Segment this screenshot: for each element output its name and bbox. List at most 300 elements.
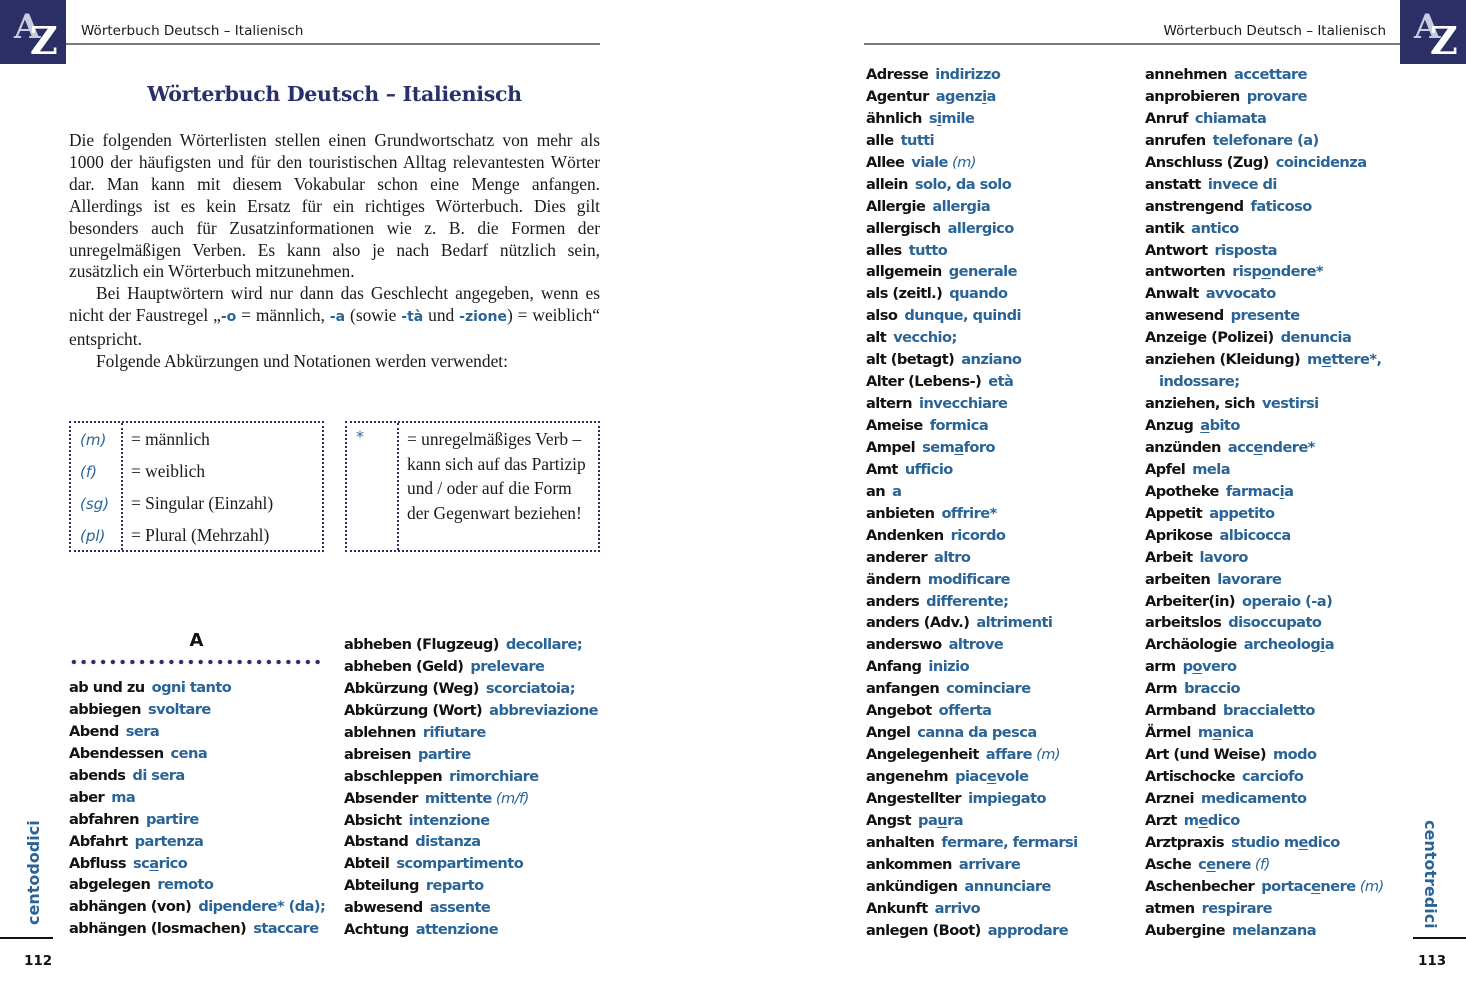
translation-text: approdare: [987, 921, 1069, 939]
translation-text: denuncia: [1280, 329, 1352, 347]
italian-translation: [951, 527, 1006, 544]
stress-mark: e: [1311, 877, 1321, 895]
translation-text: accettare: [1234, 66, 1308, 83]
italian-translation: [1202, 900, 1272, 917]
word-column: [344, 634, 598, 941]
german-word: abbiegen: [69, 700, 141, 718]
translation-text: braccio: [1184, 680, 1241, 698]
italian-translation: [919, 395, 1007, 412]
translation-text: s: [928, 109, 937, 127]
italian-translation: [1276, 154, 1367, 171]
german-word: arbeiten: [1145, 570, 1211, 588]
german-word: allein: [866, 175, 908, 193]
stress-mark: i: [1320, 636, 1325, 654]
german-word: Aubergine: [1145, 921, 1226, 939]
german-word: angenehm: [866, 768, 949, 785]
dictionary-entry: [1145, 854, 1384, 876]
dictionary-entry: [344, 678, 598, 700]
translation-text: portac: [1261, 877, 1312, 895]
italian-translation: [946, 680, 1030, 697]
german-word: alt (betagt): [866, 351, 955, 369]
translation-text: modificare: [927, 570, 1011, 588]
dictionary-entry: [866, 174, 1078, 196]
translation-text: appetito: [1209, 504, 1275, 522]
dictionary-entry: [344, 700, 598, 722]
german-word: Anfang: [866, 658, 922, 676]
german-word: also: [866, 307, 898, 325]
svg-text:A: A: [14, 7, 41, 47]
word-column: [69, 677, 325, 940]
intro-paragraph-1: Die folgenden Wörterlisten stellen einen Grundwortschatz von mehr als 1000 der häufigsten und für den touristischen Alltag relevantesten Wörter dar. Man kann mit diesem Vokabular schon eine Menge anfangen. Allerdings ist es kein Ersatz für ein richtiges Wörterbuch. Dies gilt besonders auch für Zusatzinformationen wie z. B. die Formen der unregelmäßigen Verben. Es kann also je nach Bedarf nützlich sein, zusätzlich ein Wörterbuch mitzunehmen.: [69, 130, 600, 282]
translation-text: invecchiare: [919, 395, 1008, 413]
translation-text: annunciare: [964, 877, 1051, 895]
italian-translation: [934, 549, 970, 566]
german-word: anhalten: [866, 833, 935, 851]
translation-text: indossare;: [1159, 373, 1240, 391]
italian-translation: [415, 833, 480, 850]
translation-text: altrove: [948, 636, 1004, 654]
translation-text: ricordo: [950, 526, 1006, 544]
dictionary-entry: [866, 898, 1078, 920]
german-word: ankündigen: [866, 877, 958, 895]
italian-translation: [936, 88, 996, 105]
translation-text: tutto: [908, 241, 948, 259]
italian-translation: [430, 899, 491, 916]
page-number: 113: [1418, 953, 1447, 969]
translation-text: ndere*: [1262, 438, 1315, 456]
italian-translation: [1206, 285, 1276, 302]
dictionary-entry: [866, 678, 1078, 700]
italian-translation: [930, 417, 988, 434]
german-word: ankommen: [866, 855, 952, 873]
italian-translation: [253, 920, 318, 937]
dictionary-entry: [344, 634, 598, 656]
italian-translation: [955, 768, 1028, 785]
stress-mark: e: [1298, 833, 1308, 851]
italian-translation: [949, 636, 1004, 653]
translation-text: decollare;: [505, 636, 583, 653]
translation-text: sera: [125, 722, 160, 740]
dictionary-entry: [1145, 174, 1384, 196]
translation-text: p: [1182, 658, 1193, 676]
dictionary-entry: [866, 744, 1078, 766]
translation-text: altro: [934, 548, 971, 566]
italian-translation: [909, 242, 948, 259]
translation-text: farmac: [1225, 482, 1280, 500]
dictionary-entry: [1145, 678, 1384, 700]
italian-translation: [964, 878, 1051, 895]
italian-translation: [1262, 395, 1319, 412]
italian-translation: [939, 702, 992, 719]
translation-text: a: [1324, 636, 1335, 654]
german-word: atmen: [1145, 899, 1195, 917]
text-segment: = männlich,: [236, 305, 330, 326]
running-head: Wörterbuch Deutsch – Italienisch: [81, 23, 304, 39]
dictionary-entry: [866, 283, 1078, 305]
page-word-label: centododici: [24, 820, 43, 925]
german-word: Abendessen: [69, 744, 164, 762]
german-word: Anzeige (Polizei): [1145, 329, 1274, 347]
dictionary-entry: [1145, 305, 1384, 327]
italian-translation: [489, 702, 598, 719]
italian-translation: [918, 812, 963, 829]
italian-translation: [1234, 66, 1307, 83]
suffix-keyword: -a: [329, 309, 346, 326]
translation-text: a: [1284, 482, 1294, 500]
italian-translation: [1219, 527, 1290, 544]
dictionary-entry: [866, 788, 1078, 810]
dictionary-entry: [1145, 415, 1384, 437]
dictionary-entry: [1145, 766, 1384, 788]
german-word: Anschluss (Zug): [1145, 153, 1269, 171]
dictionary-entry: [866, 437, 1078, 459]
translation-text: dunque, quindi: [904, 307, 1021, 325]
translation-text: avvocato: [1205, 285, 1276, 303]
stress-mark: a: [954, 438, 964, 456]
german-word: anders: [866, 592, 920, 610]
italian-translation: [905, 461, 953, 478]
german-word: Arzt: [1145, 811, 1177, 829]
italian-translation: [892, 483, 901, 500]
german-word: Adresse: [866, 66, 929, 83]
german-word: abfahren: [69, 810, 139, 828]
legend-abbr: (sg): [80, 495, 110, 513]
page-number: 112: [24, 953, 53, 969]
dictionary-entry: [69, 853, 325, 875]
translation-text: ttere*,: [1331, 351, 1382, 369]
german-word: Aprikose: [1145, 526, 1213, 544]
dictionary-entry: [69, 743, 325, 765]
italian-translation: [917, 724, 1036, 741]
gender-marker: (f): [1250, 855, 1270, 873]
stress-mark: e: [1198, 811, 1208, 829]
dictionary-entry: [866, 240, 1078, 262]
translation-text: anziano: [961, 351, 1022, 369]
german-word: aber: [69, 788, 105, 806]
translation-text: scompartimento: [396, 855, 524, 873]
dictionary-entry: [866, 722, 1078, 744]
translation-text: tutti: [900, 131, 935, 149]
translation-text: cominciare: [946, 680, 1031, 698]
suffix-keyword: -o: [220, 309, 237, 326]
translation-text: rimorchiare: [449, 767, 539, 785]
dictionary-entry: [1145, 788, 1384, 810]
italian-translation: [423, 724, 486, 741]
translation-text: distanza: [415, 833, 481, 851]
translation-text: ra: [947, 811, 964, 829]
german-word: anderswo: [866, 636, 942, 654]
german-word: an: [866, 482, 886, 500]
dictionary-entry: [1145, 525, 1384, 547]
svg-text:Z: Z: [1430, 18, 1458, 63]
italian-translation: [133, 855, 187, 872]
svg-text:Z: Z: [30, 18, 58, 63]
dictionary-entry: [1145, 196, 1384, 218]
german-word: anprobieren: [1145, 87, 1240, 105]
german-word: Arm: [1145, 680, 1178, 698]
dictionary-entry: [866, 481, 1078, 503]
dictionary-entry: [1145, 810, 1384, 832]
translation-text: rico: [158, 854, 188, 872]
translation-text: nere: [1215, 855, 1251, 873]
dictionary-entry: [866, 503, 1078, 525]
dictionary-entry: [1145, 327, 1384, 349]
german-word: Angel: [866, 724, 911, 742]
german-word: anziehen, sich: [1145, 395, 1255, 413]
german-word: Ankunft: [866, 899, 928, 917]
german-word: antik: [1145, 219, 1185, 237]
translation-text: vero: [1202, 658, 1237, 676]
italian-translation: [1183, 658, 1237, 675]
stress-mark: e: [1253, 438, 1263, 456]
legend-abbr: (m): [80, 431, 107, 449]
text-segment: ) = weiblich“ entspricht.: [69, 305, 600, 350]
italian-translation: [1191, 220, 1239, 237]
translation-text: offrire*: [941, 504, 997, 522]
german-word: Abkürzung (Weg): [344, 679, 479, 697]
italian-translation: [148, 701, 211, 718]
german-word: Angst: [866, 811, 912, 829]
italian-translation: [1215, 242, 1277, 259]
italian-translation: [941, 834, 1077, 851]
italian-translation: [198, 898, 325, 915]
asterisk-icon: *: [347, 423, 399, 550]
dictionary-entry: [69, 896, 325, 918]
italian-translation: [126, 723, 159, 740]
translation-text: altrimenti: [976, 614, 1053, 632]
german-word: abhängen (von): [69, 898, 192, 916]
translation-text: ogni tanto: [151, 679, 232, 696]
translation-text: medicamento: [1200, 789, 1307, 807]
translation-text: coincidenza: [1275, 153, 1367, 171]
dictionary-entry: [69, 787, 325, 809]
dictionary-entry: [344, 831, 598, 853]
dictionary-entry: [866, 832, 1078, 854]
dictionary-entry: [344, 722, 598, 744]
translation-text: agenz: [935, 87, 983, 105]
dictionary-entry: [866, 876, 1078, 898]
italian-translation: [949, 263, 1017, 280]
dotted-divider: [69, 659, 324, 665]
italian-translation: [1200, 417, 1240, 434]
german-word: Allee: [866, 153, 905, 171]
german-word: Angebot: [866, 702, 932, 720]
dictionary-entry: [866, 569, 1078, 591]
dictionary-entry: [344, 875, 598, 897]
intro-text: [69, 130, 600, 373]
italian-translation: [986, 746, 1060, 763]
header-rule: [864, 43, 1400, 45]
text-segment: (sowie: [345, 305, 402, 326]
german-word: Arznei: [1145, 789, 1194, 807]
german-word: Ampel: [866, 438, 916, 456]
italian-translation: [932, 198, 990, 215]
dictionary-entry: [344, 766, 598, 788]
german-word: anfangen: [866, 680, 940, 698]
translation-text: c: [1198, 855, 1207, 873]
german-word: anstrengend: [1145, 197, 1244, 215]
german-word: allergisch: [866, 219, 941, 237]
german-word: anders (Adv.): [866, 614, 970, 632]
german-word: Art (und Weise): [1145, 746, 1267, 764]
translation-text: allergico: [947, 219, 1014, 237]
translation-text: vestirsi: [1261, 395, 1319, 413]
translation-text: allergia: [932, 197, 991, 215]
az-logo-icon: [1400, 0, 1466, 64]
german-word: Allergie: [866, 197, 926, 215]
suffix-keyword: -zione: [459, 309, 507, 326]
translation-text: risposta: [1214, 241, 1277, 259]
stress-mark: e: [1321, 351, 1332, 369]
dictionary-entry: [69, 677, 325, 699]
dictionary-entry: [1145, 634, 1384, 656]
italian-translation: [935, 66, 1000, 83]
dictionary-entry: [69, 809, 325, 831]
german-word: abends: [69, 766, 126, 784]
italian-translation: [506, 636, 582, 653]
translation-text: lavoro: [1199, 548, 1248, 566]
stress-mark: a: [1212, 724, 1222, 742]
legend-desc-column: [123, 423, 273, 550]
dictionary-entry: [69, 765, 325, 787]
translation-text: archeolog: [1243, 636, 1321, 654]
dictionary-entry: [1145, 240, 1384, 262]
italian-translation: [1244, 636, 1334, 653]
italian-translation: [1242, 593, 1332, 610]
german-word: Abteil: [344, 855, 390, 873]
italian-translation: [418, 746, 471, 763]
italian-translation: [1184, 680, 1240, 697]
dictionary-entry: [866, 64, 1078, 86]
german-word: antworten: [1145, 263, 1226, 281]
dictionary-entry: [1145, 349, 1384, 371]
italian-translation: [1242, 768, 1303, 785]
german-word: Appetit: [1145, 504, 1203, 522]
german-word: anwesend: [1145, 307, 1224, 325]
german-word: abhängen (losmachen): [69, 920, 247, 938]
translation-text: partire: [145, 810, 199, 828]
dictionary-entry: [1145, 218, 1384, 240]
italian-translation: [928, 658, 969, 675]
dictionary-entry: [866, 700, 1078, 722]
dictionary-entry: [866, 415, 1078, 437]
dictionary-entry: [866, 261, 1078, 283]
translation-text: m: [1307, 351, 1322, 369]
italian-translation: [111, 789, 135, 806]
german-word: Arbeit: [1145, 548, 1193, 566]
suffix-keyword: -tà: [401, 309, 424, 326]
translation-text: affare: [985, 746, 1032, 764]
italian-translation: [409, 812, 490, 829]
dictionary-entry: [866, 810, 1078, 832]
translation-text: arrivare: [958, 855, 1021, 873]
italian-translation: [948, 220, 1014, 237]
german-word: alles: [866, 241, 902, 259]
german-word: alle: [866, 131, 894, 149]
translation-text: bito: [1209, 417, 1240, 434]
legend-abbr-column: [71, 423, 123, 550]
stress-mark: e: [1206, 855, 1216, 873]
translation-text: remoto: [157, 876, 214, 894]
legend-abbr: (f): [80, 463, 97, 481]
italian-translation: [146, 811, 199, 828]
german-word: abheben (Geld): [344, 657, 464, 675]
translation-text: inizio: [928, 658, 970, 676]
italian-translation: [1232, 263, 1323, 280]
italian-translation: [132, 767, 184, 784]
italian-translation: [1231, 834, 1340, 851]
dictionary-entry: [866, 459, 1078, 481]
stress-mark: o: [1261, 263, 1271, 281]
legend-desc: = männlich: [131, 429, 210, 449]
translation-text: m: [1183, 811, 1199, 829]
german-word: arbeitslos: [1145, 614, 1222, 632]
translation-text: viale: [911, 153, 948, 171]
translation-text: ndere*: [1270, 263, 1324, 281]
dictionary-entry: [866, 349, 1078, 371]
italian-translation: [1201, 790, 1307, 807]
translation-text: cena: [170, 744, 208, 762]
dictionary-entry: [866, 152, 1078, 174]
german-word: Arbeiter(in): [1145, 592, 1236, 610]
italian-translation: [976, 614, 1052, 631]
stress-mark: u: [937, 811, 948, 829]
german-word: Amt: [866, 460, 898, 478]
intro-paragraph-2: [69, 283, 600, 351]
german-word: Artischocke: [1145, 768, 1236, 785]
dictionary-entry: [344, 897, 598, 919]
translation-text: sem: [922, 438, 955, 456]
german-word: anzünden: [1145, 438, 1221, 456]
translation-text: reparto: [425, 877, 484, 895]
dictionary-entry: [1145, 920, 1384, 942]
dictionary-entry: [866, 547, 1078, 569]
translation-text: quando: [949, 285, 1008, 303]
translation-text: arrivo: [934, 899, 981, 917]
italian-translation: [1213, 132, 1319, 149]
italian-translation: [988, 373, 1013, 390]
italian-translation: [1307, 351, 1381, 368]
german-word: Anwalt: [1145, 285, 1199, 303]
translation-text: ufficio: [904, 460, 953, 478]
italian-translation: [1209, 505, 1274, 522]
italian-translation: [928, 571, 1010, 588]
italian-translation: [1198, 856, 1270, 873]
dictionary-entry: [344, 656, 598, 678]
dictionary-entry: [69, 699, 325, 721]
dictionary-entry: [866, 525, 1078, 547]
italian-translation: [1198, 724, 1254, 741]
dictionary-entry: [866, 612, 1078, 634]
dictionary-entry: [1145, 722, 1384, 744]
dictionary-entry: [1145, 393, 1384, 415]
gender-marker: (m): [947, 153, 976, 171]
german-word: Achtung: [344, 921, 409, 939]
dictionary-entry: [866, 196, 1078, 218]
german-word: anlegen (Boot): [866, 921, 981, 939]
italian-translation: [926, 593, 1008, 610]
dictionary-entry: [1145, 898, 1384, 920]
german-word: anziehen (Kleidung): [1145, 351, 1301, 369]
dictionary-entry: [69, 831, 325, 853]
translation-text: ma: [111, 788, 136, 806]
german-word: ab und zu: [69, 679, 145, 696]
italian-translation: [959, 856, 1020, 873]
italian-translation: [1231, 307, 1300, 324]
dictionary-entry: [1145, 832, 1384, 854]
german-word: Agentur: [866, 87, 929, 105]
german-word: Absender: [344, 789, 418, 807]
